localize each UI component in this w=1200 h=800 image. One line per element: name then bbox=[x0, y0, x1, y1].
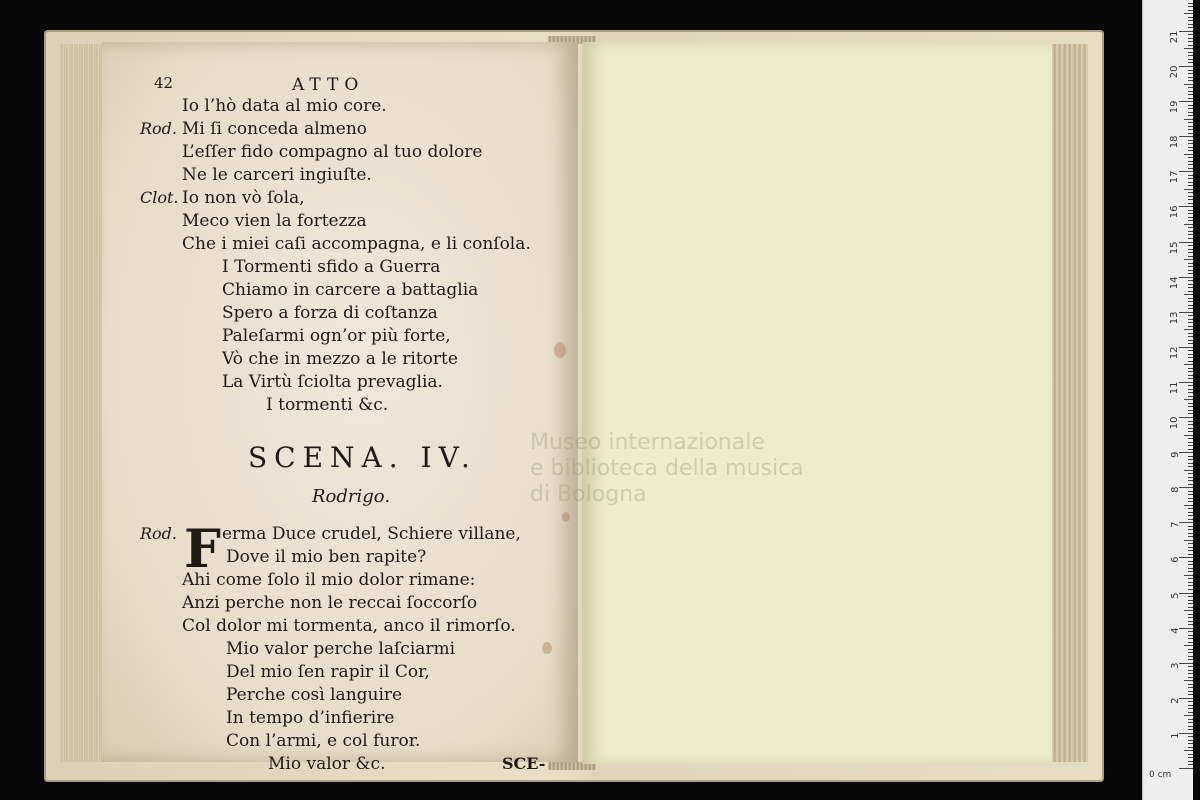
verse-line: Ahi come ſolo il mio dolor rimane: bbox=[182, 570, 476, 590]
ruler-tick bbox=[1188, 326, 1193, 327]
ruler-tick bbox=[1184, 610, 1193, 611]
ruler-tick bbox=[1179, 206, 1193, 207]
ruler-tick bbox=[1188, 354, 1193, 355]
ruler-tick bbox=[1188, 459, 1193, 460]
ruler-tick bbox=[1188, 227, 1193, 228]
ruler-tick bbox=[1188, 249, 1193, 250]
ruler-tick bbox=[1179, 522, 1193, 523]
verse-line: Dove il mio ben rapite? bbox=[226, 547, 427, 567]
ruler-tick bbox=[1188, 150, 1193, 151]
ruler-tick bbox=[1188, 729, 1193, 730]
ruler-number-label: 17 bbox=[1169, 170, 1181, 184]
verse-line: erma Duce crudel, Schiere villane, bbox=[222, 524, 521, 544]
ruler-tick bbox=[1188, 747, 1193, 748]
ruler-tick bbox=[1184, 680, 1193, 681]
ruler-tick bbox=[1188, 473, 1193, 474]
ruler-tick bbox=[1184, 154, 1193, 155]
ruler-tick bbox=[1184, 48, 1193, 49]
ruler-tick bbox=[1188, 6, 1193, 7]
ruler-tick bbox=[1184, 399, 1193, 400]
aria-line: Spero a forza di coſtanza bbox=[222, 303, 438, 323]
ruler-tick bbox=[1188, 403, 1193, 404]
ruler-tick bbox=[1188, 691, 1193, 692]
ruler-tick bbox=[1188, 305, 1193, 306]
foxing-stain bbox=[542, 642, 552, 654]
aria-line: I Tormenti sfido a Guerra bbox=[222, 257, 441, 277]
ruler-tick bbox=[1188, 52, 1193, 53]
ruler-tick bbox=[1188, 238, 1193, 239]
ruler-tick bbox=[1188, 652, 1193, 653]
ruler-tick bbox=[1184, 575, 1193, 576]
ruler-number-label: 14 bbox=[1169, 276, 1181, 289]
aria-line: In tempo d’infierire bbox=[226, 708, 395, 728]
ruler-number-label: 1 bbox=[1169, 732, 1181, 739]
ruler-tick bbox=[1188, 133, 1193, 134]
ruler-tick bbox=[1188, 642, 1193, 643]
ruler-tick bbox=[1188, 378, 1193, 379]
ruler-tick bbox=[1188, 126, 1193, 127]
ruler-tick bbox=[1184, 294, 1193, 295]
ruler-unit-label: 0 cm bbox=[1149, 770, 1172, 780]
measurement-ruler bbox=[1142, 0, 1193, 800]
ruler-tick bbox=[1188, 585, 1193, 586]
ruler-tick bbox=[1184, 13, 1193, 14]
foxing-stain bbox=[562, 512, 570, 522]
verse-line: Mi ſi conceda almeno bbox=[182, 119, 368, 139]
ruler-tick bbox=[1188, 340, 1193, 341]
ruler-tick bbox=[1188, 477, 1193, 478]
ruler-tick bbox=[1184, 189, 1193, 190]
ruler-tick bbox=[1188, 164, 1193, 165]
ruler-tick bbox=[1188, 526, 1193, 527]
aria-line: Del mio ſen rapir il Cor, bbox=[226, 662, 430, 682]
ruler-tick bbox=[1188, 705, 1193, 706]
ruler-tick bbox=[1179, 417, 1193, 418]
ruler-tick bbox=[1188, 122, 1193, 123]
ruler-tick bbox=[1188, 256, 1193, 257]
ruler-tick bbox=[1188, 20, 1193, 21]
ruler-tick bbox=[1188, 263, 1193, 264]
ruler-tick bbox=[1188, 147, 1193, 148]
aria-line: Perche così languire bbox=[226, 685, 403, 705]
ruler-tick bbox=[1188, 115, 1193, 116]
ruler-tick bbox=[1188, 410, 1193, 411]
watermark-line: e biblioteca della musica bbox=[530, 456, 804, 481]
ruler-tick bbox=[1179, 312, 1193, 313]
ruler-tick bbox=[1188, 666, 1193, 667]
ruler-tick bbox=[1179, 628, 1193, 629]
ruler-tick bbox=[1188, 428, 1193, 429]
ruler-tick bbox=[1188, 701, 1193, 702]
ruler-tick bbox=[1179, 663, 1193, 664]
ruler-number-label: 6 bbox=[1169, 556, 1181, 564]
ruler-tick bbox=[1188, 736, 1193, 737]
ruler-tick bbox=[1184, 435, 1193, 436]
ruler-tick bbox=[1188, 442, 1193, 443]
ruler-tick bbox=[1188, 143, 1193, 144]
ruler-tick bbox=[1188, 621, 1193, 622]
ruler-tick bbox=[1188, 600, 1193, 601]
page-number: 42 bbox=[154, 74, 174, 92]
page-edges-right bbox=[1048, 44, 1088, 762]
ruler-tick bbox=[1188, 515, 1193, 516]
ruler-tick bbox=[1188, 389, 1193, 390]
ruler-number-label: 5 bbox=[1169, 592, 1181, 599]
aria-line: Paleſarmi ogn’or più forte, bbox=[222, 326, 451, 346]
ruler-tick bbox=[1188, 754, 1193, 755]
running-head: ATTO bbox=[292, 75, 365, 95]
ruler-tick bbox=[1188, 343, 1193, 344]
ruler-tick bbox=[1188, 24, 1193, 25]
verse-line: Anzi perche non le reccai ſoccorſo bbox=[182, 593, 478, 613]
left-page bbox=[102, 42, 578, 774]
ruler-tick bbox=[1188, 449, 1193, 450]
aria-line: Vò che in mezzo a le ritorte bbox=[222, 349, 458, 369]
ruler-number-label: 13 bbox=[1169, 311, 1181, 324]
ruler-tick bbox=[1188, 635, 1193, 636]
ruler-tick bbox=[1188, 596, 1193, 597]
ruler-tick bbox=[1188, 631, 1193, 632]
ruler-tick bbox=[1179, 452, 1193, 453]
ruler-tick bbox=[1188, 45, 1193, 46]
speaker-label: Clot. bbox=[140, 188, 179, 207]
ruler-tick bbox=[1184, 540, 1193, 541]
aria-line: Mio valor perche laſciarmi bbox=[226, 639, 456, 659]
ruler-tick bbox=[1188, 547, 1193, 548]
ruler-number-label: 10 bbox=[1169, 416, 1181, 430]
ruler-tick bbox=[1188, 638, 1193, 639]
ruler-tick bbox=[1188, 624, 1193, 625]
ruler-tick bbox=[1188, 764, 1193, 765]
ruler-number-label: 12 bbox=[1169, 346, 1181, 360]
ruler-tick bbox=[1188, 291, 1193, 292]
ruler-tick bbox=[1188, 614, 1193, 615]
ruler-tick bbox=[1188, 213, 1193, 214]
ruler-tick bbox=[1188, 670, 1193, 671]
ruler-tick bbox=[1179, 277, 1193, 278]
ruler-tick bbox=[1188, 77, 1193, 78]
foxing-stain bbox=[554, 342, 566, 358]
ruler-tick bbox=[1188, 550, 1193, 551]
ruler-tick bbox=[1188, 192, 1193, 193]
watermark-line: Museo internazionale bbox=[530, 430, 765, 455]
ruler-tick bbox=[1188, 677, 1193, 678]
ruler-tick bbox=[1188, 252, 1193, 253]
ruler-tick bbox=[1188, 284, 1193, 285]
ruler-number-label: 15 bbox=[1169, 241, 1181, 254]
ruler-tick bbox=[1184, 470, 1193, 471]
ruler-tick bbox=[1188, 185, 1193, 186]
ruler-number-label: 20 bbox=[1169, 65, 1181, 79]
ruler-tick bbox=[1188, 17, 1193, 18]
ruler-tick bbox=[1179, 101, 1193, 102]
ruler-tick bbox=[1188, 582, 1193, 583]
ruler-tick bbox=[1184, 259, 1193, 260]
page-edges-left bbox=[60, 44, 102, 762]
ruler-tick bbox=[1184, 364, 1193, 365]
verse-line: Io l’hò data al mio core. bbox=[182, 96, 387, 116]
ruler-tick bbox=[1188, 722, 1193, 723]
ruler-tick bbox=[1188, 368, 1193, 369]
ruler-tick bbox=[1188, 719, 1193, 720]
verse-line: Ne le carceri ingiuſte. bbox=[182, 165, 372, 185]
ruler-number-label: 16 bbox=[1169, 205, 1181, 219]
ruler-tick bbox=[1179, 31, 1193, 32]
ruler-tick bbox=[1188, 266, 1193, 267]
ruler-tick bbox=[1188, 536, 1193, 537]
ruler-tick bbox=[1188, 445, 1193, 446]
scene-character: Rodrigo. bbox=[312, 486, 391, 507]
ruler-tick bbox=[1188, 438, 1193, 439]
ruler-tick bbox=[1188, 708, 1193, 709]
ruler-tick bbox=[1188, 175, 1193, 176]
ruler-tick bbox=[1188, 234, 1193, 235]
ruler-tick bbox=[1188, 561, 1193, 562]
ruler-tick bbox=[1188, 494, 1193, 495]
ruler-tick bbox=[1188, 501, 1193, 502]
library-watermark bbox=[530, 430, 804, 508]
ruler-tick bbox=[1188, 319, 1193, 320]
watermark-line: di Bologna bbox=[530, 482, 647, 507]
ruler-tick bbox=[1188, 684, 1193, 685]
ruler-tick bbox=[1188, 245, 1193, 246]
ruler-tick bbox=[1184, 505, 1193, 506]
ruler-tick bbox=[1188, 726, 1193, 727]
ruler-tick bbox=[1188, 607, 1193, 608]
ruler-number-label: 18 bbox=[1169, 135, 1181, 149]
ruler-tick bbox=[1188, 140, 1193, 141]
ruler-tick bbox=[1179, 768, 1193, 769]
ruler-tick bbox=[1188, 129, 1193, 130]
ruler-tick bbox=[1184, 750, 1193, 751]
ruler-tick bbox=[1188, 333, 1193, 334]
ruler-tick bbox=[1188, 431, 1193, 432]
ruler-tick bbox=[1184, 84, 1193, 85]
ruler-tick bbox=[1188, 168, 1193, 169]
ruler-tick bbox=[1179, 66, 1193, 67]
ruler-tick bbox=[1188, 112, 1193, 113]
ruler-tick bbox=[1188, 712, 1193, 713]
ruler-tick bbox=[1188, 361, 1193, 362]
ruler-tick bbox=[1188, 70, 1193, 71]
ruler-tick bbox=[1188, 740, 1193, 741]
ruler-tick bbox=[1188, 73, 1193, 74]
ruler-tick bbox=[1188, 210, 1193, 211]
speaker-label: Rod. bbox=[140, 524, 178, 543]
ruler-tick bbox=[1188, 512, 1193, 513]
ruler-tick bbox=[1188, 41, 1193, 42]
ruler-tick bbox=[1188, 385, 1193, 386]
ruler-tick bbox=[1184, 645, 1193, 646]
ruler-tick bbox=[1188, 466, 1193, 467]
ruler-number-label: 3 bbox=[1169, 662, 1181, 669]
ruler-tick bbox=[1188, 199, 1193, 200]
ruler-number-label: 19 bbox=[1169, 100, 1181, 114]
ruler-tick bbox=[1188, 578, 1193, 579]
catchword: SCE- bbox=[502, 754, 546, 773]
ruler-tick bbox=[1188, 287, 1193, 288]
ruler-tick bbox=[1188, 392, 1193, 393]
verse-line: Che i miei caſi accompagna, e li conſola. bbox=[182, 234, 531, 254]
verse-line: L’eſſer fido compagno al tuo dolore bbox=[182, 142, 483, 162]
ruler-number-label: 7 bbox=[1169, 521, 1181, 529]
ruler-tick bbox=[1188, 182, 1193, 183]
ruler-number-label: 21 bbox=[1169, 30, 1181, 44]
drop-cap: F bbox=[184, 519, 221, 580]
ruler-tick bbox=[1188, 55, 1193, 56]
ruler-tick bbox=[1179, 593, 1193, 594]
ruler-tick bbox=[1188, 564, 1193, 565]
ruler-number-label: 4 bbox=[1169, 627, 1181, 634]
ruler-tick bbox=[1179, 242, 1193, 243]
ruler-tick bbox=[1188, 178, 1193, 179]
ruler-tick bbox=[1188, 280, 1193, 281]
ruler-tick bbox=[1188, 98, 1193, 99]
ruler-tick bbox=[1179, 698, 1193, 699]
ruler-tick bbox=[1188, 336, 1193, 337]
right-page-blank bbox=[582, 42, 1052, 764]
verse-line: Col dolor mi tormenta, anco il rimorſo. bbox=[182, 616, 516, 636]
ruler-tick bbox=[1188, 62, 1193, 63]
ruler-tick bbox=[1179, 557, 1193, 558]
ruler-tick bbox=[1188, 673, 1193, 674]
ruler-tick bbox=[1188, 508, 1193, 509]
ruler-tick bbox=[1188, 484, 1193, 485]
ruler-tick bbox=[1188, 87, 1193, 88]
ruler-tick bbox=[1188, 649, 1193, 650]
ruler-tick bbox=[1179, 136, 1193, 137]
ruler-tick bbox=[1188, 519, 1193, 520]
aria-line: Chiamo in carcere a battaglia bbox=[222, 280, 479, 300]
ruler-tick bbox=[1179, 347, 1193, 348]
scene-title: SCENA. IV. bbox=[248, 441, 477, 474]
ruler-tick bbox=[1184, 119, 1193, 120]
ruler-tick bbox=[1188, 687, 1193, 688]
verse-line: Io non vò ſola, bbox=[182, 188, 305, 208]
ruler-tick bbox=[1188, 59, 1193, 60]
ruler-tick bbox=[1188, 322, 1193, 323]
ruler-tick bbox=[1188, 659, 1193, 660]
ruler-tick bbox=[1179, 171, 1193, 172]
ruler-tick bbox=[1188, 396, 1193, 397]
aria-line: La Virtù ſciolta prevaglia. bbox=[222, 372, 443, 392]
ruler-number-label: 11 bbox=[1169, 381, 1181, 395]
ruler-tick bbox=[1188, 10, 1193, 11]
ruler-tick bbox=[1188, 161, 1193, 162]
ruler-number-label: 8 bbox=[1169, 486, 1181, 494]
ruler-tick bbox=[1188, 315, 1193, 316]
ruler-tick bbox=[1188, 589, 1193, 590]
ruler-tick bbox=[1188, 105, 1193, 106]
ruler-tick bbox=[1188, 529, 1193, 530]
ruler-tick bbox=[1188, 203, 1193, 204]
ruler-tick bbox=[1188, 3, 1193, 4]
ruler-tick bbox=[1188, 456, 1193, 457]
ruler-tick bbox=[1188, 357, 1193, 358]
ruler-tick bbox=[1184, 224, 1193, 225]
ruler-tick bbox=[1188, 91, 1193, 92]
ruler-tick bbox=[1184, 715, 1193, 716]
aria-line: Con l’armi, e col furor. bbox=[226, 731, 421, 751]
ruler-number-label: 2 bbox=[1169, 697, 1181, 704]
ruler-tick bbox=[1188, 617, 1193, 618]
ruler-tick bbox=[1188, 298, 1193, 299]
ruler-tick bbox=[1188, 217, 1193, 218]
ruler-tick bbox=[1188, 413, 1193, 414]
ruler-tick bbox=[1188, 571, 1193, 572]
ruler-tick bbox=[1188, 371, 1193, 372]
verse-line: Meco vien la fortezza bbox=[182, 211, 367, 231]
ruler-tick bbox=[1188, 157, 1193, 158]
ruler-tick bbox=[1188, 406, 1193, 407]
ruler-tick bbox=[1188, 424, 1193, 425]
ruler-tick bbox=[1188, 480, 1193, 481]
ruler-tick bbox=[1188, 743, 1193, 744]
ruler-tick bbox=[1188, 498, 1193, 499]
ruler-tick bbox=[1188, 108, 1193, 109]
ruler-tick bbox=[1188, 94, 1193, 95]
ruler-tick bbox=[1188, 350, 1193, 351]
da-capo-line: I tormenti &c. bbox=[266, 395, 389, 415]
ruler-tick bbox=[1188, 375, 1193, 376]
ruler-tick bbox=[1179, 382, 1193, 383]
ruler-tick bbox=[1188, 220, 1193, 221]
ruler-tick bbox=[1188, 491, 1193, 492]
ruler-tick bbox=[1188, 603, 1193, 604]
ruler-tick bbox=[1188, 568, 1193, 569]
ruler-tick bbox=[1188, 761, 1193, 762]
ruler-tick bbox=[1188, 543, 1193, 544]
ruler-tick bbox=[1188, 27, 1193, 28]
ruler-tick bbox=[1188, 421, 1193, 422]
ruler-tick bbox=[1188, 38, 1193, 39]
ruler-number-label: 9 bbox=[1169, 451, 1181, 458]
da-capo-line: Mio valor &c. bbox=[268, 754, 386, 774]
ruler-tick bbox=[1188, 196, 1193, 197]
ruler-tick bbox=[1179, 733, 1193, 734]
ruler-tick bbox=[1188, 34, 1193, 35]
ruler-tick bbox=[1188, 273, 1193, 274]
ruler-tick bbox=[1184, 329, 1193, 330]
ruler-tick bbox=[1188, 80, 1193, 81]
ruler-tick bbox=[1188, 231, 1193, 232]
ruler-tick bbox=[1188, 694, 1193, 695]
ruler-tick bbox=[1179, 487, 1193, 488]
ruler-tick bbox=[1188, 533, 1193, 534]
ruler-tick bbox=[1188, 301, 1193, 302]
ruler-tick bbox=[1188, 270, 1193, 271]
ruler-tick bbox=[1188, 308, 1193, 309]
ruler-tick bbox=[1188, 554, 1193, 555]
ruler-tick bbox=[1188, 656, 1193, 657]
ruler-tick bbox=[1188, 463, 1193, 464]
speaker-label: Rod. bbox=[140, 119, 178, 138]
ruler-tick bbox=[1188, 757, 1193, 758]
